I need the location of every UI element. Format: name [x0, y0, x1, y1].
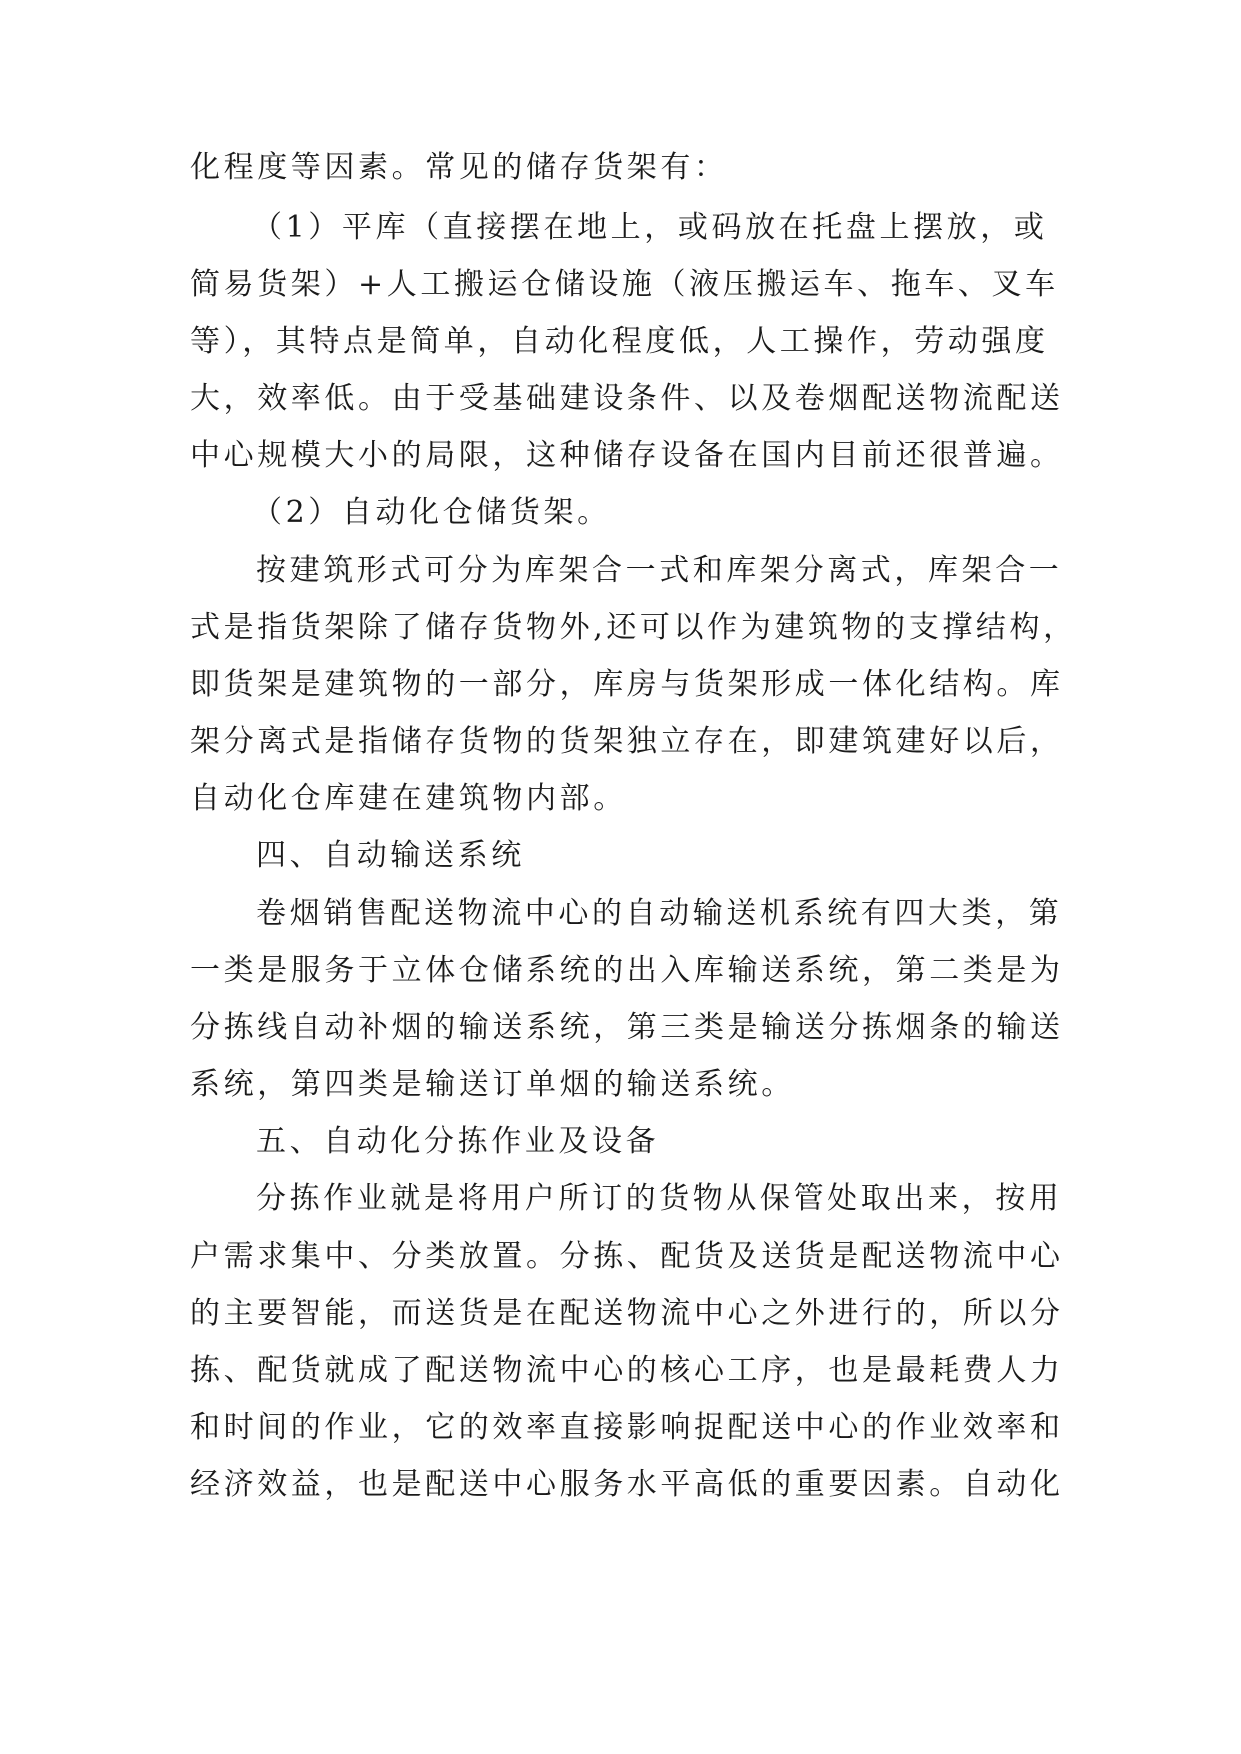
- text-line: 的主要智能，而送货是在配送物流中心之外进行的，所以分: [190, 1296, 1064, 1331]
- list-item-automated-shelving: （2）自动化仓储货架。: [252, 495, 611, 530]
- paragraph-start: 分拣作业就是将用户所订的货物从保管处取出来，按用: [256, 1181, 1063, 1216]
- text-line: 简易货架）+人工搬运仓储设施（液压搬运车、拖车、叉车: [190, 267, 1059, 302]
- text-line: 系统，第四类是输送订单烟的输送系统。: [190, 1067, 795, 1102]
- section-heading-conveyor: 四、自动输送系统: [256, 838, 525, 873]
- section-heading-sorting: 五、自动化分拣作业及设备: [256, 1124, 660, 1159]
- text-line: 化程度等因素。常见的储存货架有：: [190, 150, 728, 185]
- list-item-flat-warehouse: （1）平库（直接摆在地上，或码放在托盘上摆放，或: [252, 210, 1048, 245]
- text-line: 大，效率低。由于受基础建设条件、以及卷烟配送物流配送: [190, 381, 1064, 416]
- text-line: 拣、配货就成了配送物流中心的核心工序，也是最耗费人力: [190, 1353, 1064, 1388]
- text-line: 一类是服务于立体仓储系统的出入库输送系统，第二类是为: [190, 953, 1064, 988]
- text-line: 经济效益，也是配送中心服务水平高低的重要因素。自动化: [190, 1467, 1064, 1502]
- text-line: 分拣线自动补烟的输送系统，第三类是输送分拣烟条的输送: [190, 1010, 1064, 1045]
- text-line: 自动化仓库建在建筑物内部。: [190, 781, 627, 816]
- text-line: 和时间的作业，它的效率直接影响捉配送中心的作业效率和: [190, 1410, 1064, 1445]
- text-line: 即货架是建筑物的一部分，库房与货架形成一体化结构。库: [190, 667, 1064, 702]
- paragraph-start: 按建筑形式可分为库架合一式和库架分离式，库架合一: [256, 553, 1063, 588]
- text-line: 户需求集中、分类放置。分拣、配货及送货是配送物流中心: [190, 1239, 1064, 1274]
- text-line: 中心规模大小的局限，这种储存设备在国内目前还很普遍。: [190, 438, 1064, 473]
- text-line: 式是指货架除了储存货物外,还可以作为建筑物的支撑结构，: [190, 610, 1077, 645]
- text-line: 架分离式是指储存货物的货架独立存在，即建筑建好以后，: [190, 724, 1064, 759]
- paragraph-start: 卷烟销售配送物流中心的自动输送机系统有四大类，第: [256, 896, 1063, 931]
- text-line: 等），其特点是简单，自动化程度低，人工操作，劳动强度: [190, 324, 1049, 359]
